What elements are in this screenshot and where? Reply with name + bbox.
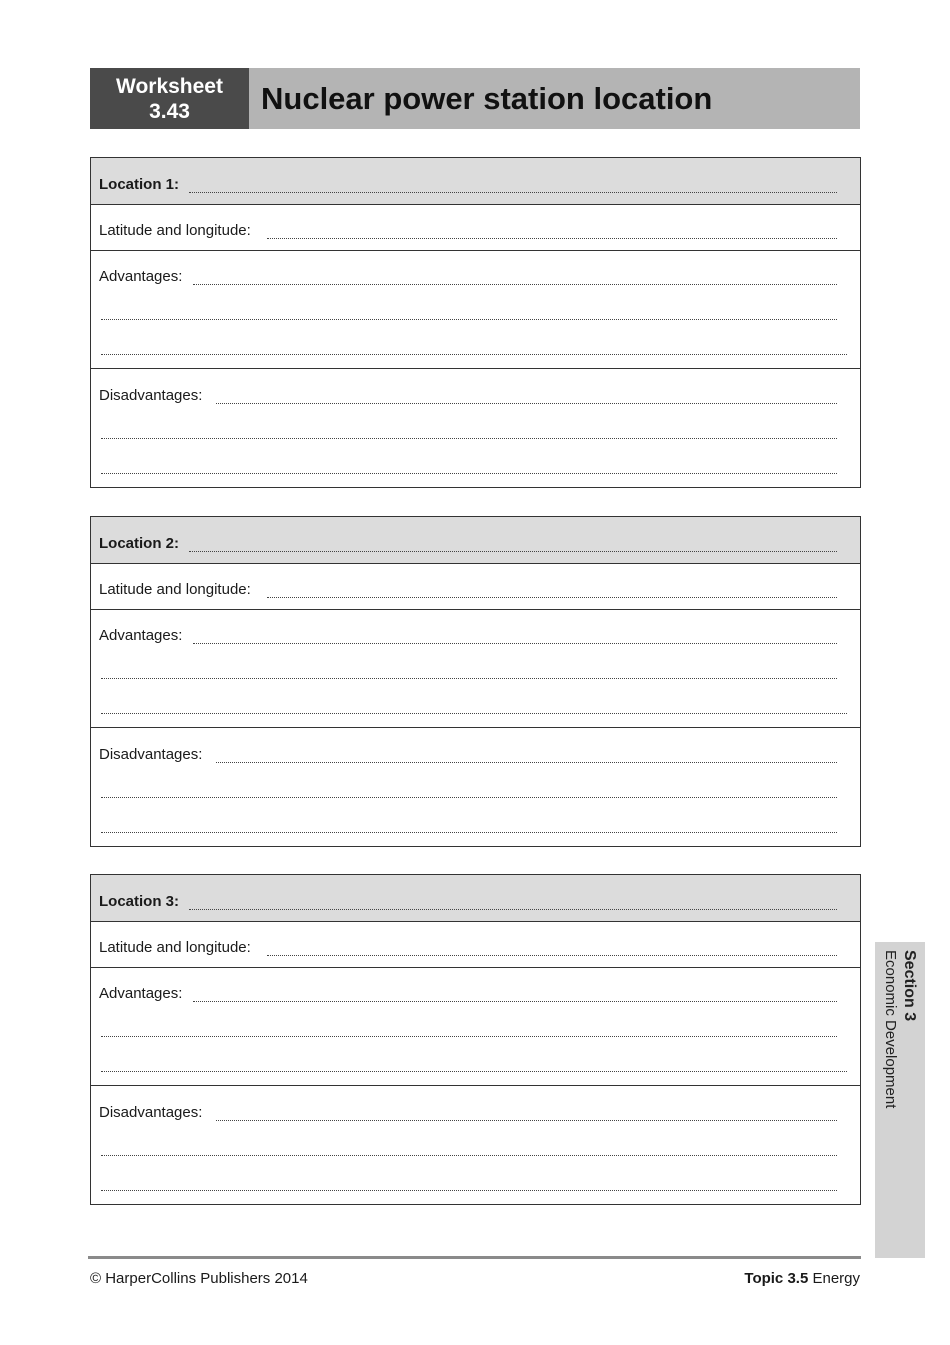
advantages-line[interactable] [193,284,837,285]
latlon-field[interactable] [267,597,837,598]
worksheet-badge [90,68,249,129]
location-name-field[interactable] [189,909,837,910]
location-heading-row [91,517,860,563]
worksheet-number: 3.43 [149,99,190,123]
advantages-line[interactable] [193,643,837,644]
advantages-line[interactable] [101,354,847,355]
disadvantages-line[interactable] [216,762,837,763]
topic-label: Topic 3.5 [744,1270,809,1287]
advantages-label: Advantages: [99,985,183,1002]
advantages-line[interactable] [101,1036,837,1037]
location-heading: Location 3: [99,893,180,910]
latlon-label: Latitude and longitude: [99,939,251,956]
disadvantages-line[interactable] [101,1155,837,1156]
section-subject: Economic Development [882,950,899,1109]
location-box-1 [90,157,861,488]
location-box-2 [90,516,861,847]
advantages-row [91,967,860,1085]
latlon-label: Latitude and longitude: [99,222,251,239]
latlon-field[interactable] [267,238,837,239]
disadvantages-line[interactable] [101,1190,837,1191]
advantages-label: Advantages: [99,268,183,285]
latlon-row [91,921,860,967]
disadvantages-row [91,727,860,846]
latlon-field[interactable] [267,955,837,956]
worksheet-label: Worksheet [116,74,223,98]
section-label: Section 3 [901,950,918,1022]
latlon-label: Latitude and longitude: [99,581,251,598]
latlon-row [91,563,860,609]
worksheet-header [90,68,860,129]
disadvantages-row [91,368,860,487]
location-name-field[interactable] [189,192,837,193]
page-title: Nuclear power station location [261,80,713,116]
location-heading: Location 2: [99,535,180,552]
location-heading-row [91,875,860,921]
advantages-row [91,609,860,727]
disadvantages-line[interactable] [101,797,837,798]
footer-copyright: © HarperCollins Publishers 2014 [90,1270,308,1287]
side-tab-text [875,942,925,1258]
disadvantages-label: Disadvantages: [99,1104,203,1121]
footer-topic [744,1270,860,1287]
disadvantages-line[interactable] [101,438,837,439]
disadvantages-row [91,1085,860,1204]
disadvantages-line[interactable] [216,1120,837,1121]
disadvantages-label: Disadvantages: [99,387,203,404]
advantages-row [91,250,860,368]
location-heading: Location 1: [99,176,180,193]
disadvantages-line[interactable] [101,473,837,474]
advantages-line[interactable] [101,319,837,320]
location-heading-row [91,158,860,204]
disadvantages-line[interactable] [216,403,837,404]
advantages-line[interactable] [101,1071,847,1072]
footer-divider [88,1256,861,1259]
disadvantages-label: Disadvantages: [99,746,203,763]
location-name-field[interactable] [189,551,837,552]
latlon-row [91,204,860,250]
advantages-line[interactable] [101,713,847,714]
section-side-tab [875,942,925,1258]
topic-name: Energy [812,1270,860,1287]
advantages-line[interactable] [193,1001,837,1002]
advantages-label: Advantages: [99,627,183,644]
disadvantages-line[interactable] [101,832,837,833]
location-box-3 [90,874,861,1205]
advantages-line[interactable] [101,678,837,679]
